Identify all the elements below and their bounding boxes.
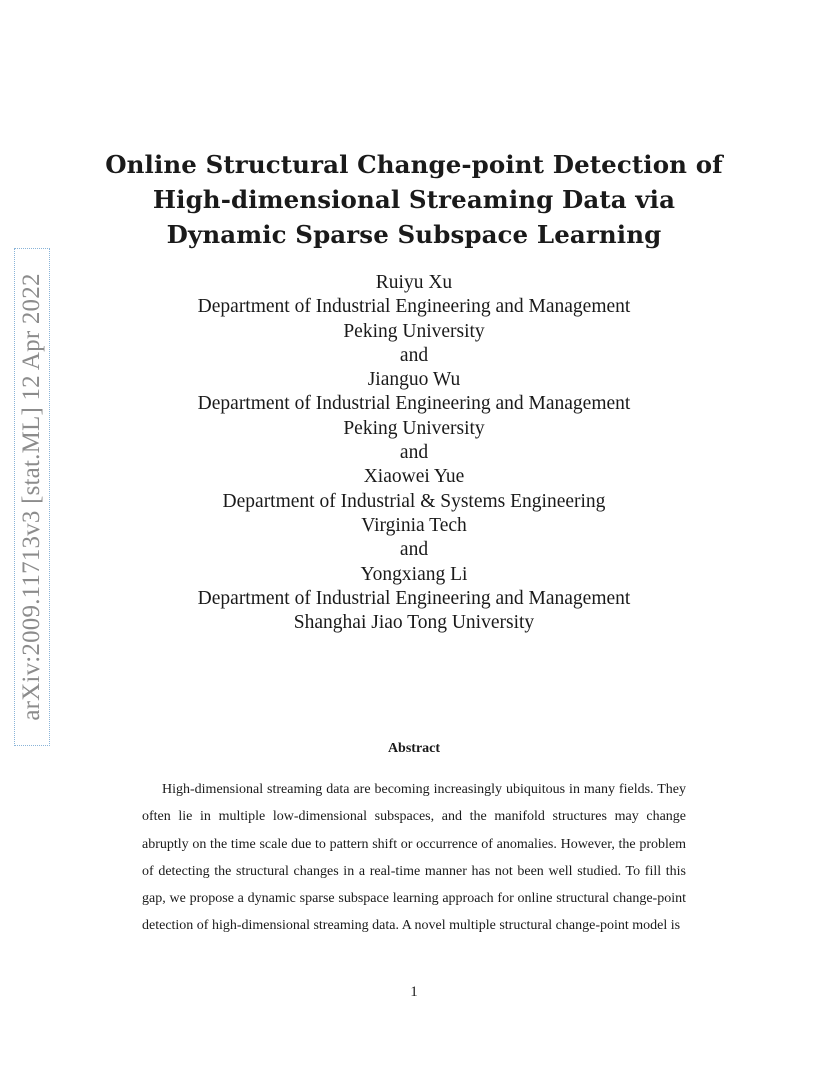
paper-title bbox=[60, 147, 768, 252]
title-line: Dynamic Sparse Subspace Learning bbox=[166, 220, 662, 249]
title-line: High-dimensional Streaming Data via bbox=[152, 185, 676, 214]
author-block bbox=[60, 271, 768, 635]
author-department: Department of Industrial Engineering and Management bbox=[197, 296, 631, 318]
author-institution: Virginia Tech bbox=[361, 514, 467, 536]
author-separator: and bbox=[399, 344, 429, 366]
author-separator: and bbox=[399, 539, 429, 561]
abstract-heading: Abstract bbox=[387, 741, 441, 756]
author-institution: Shanghai Jiao Tong University bbox=[293, 612, 535, 634]
author-institution: Peking University bbox=[343, 320, 485, 342]
author-institution: Peking University bbox=[343, 417, 485, 439]
title-line: Online Structural Change-point Detection of bbox=[105, 150, 723, 179]
author-department: Department of Industrial Engineering and Management bbox=[197, 393, 631, 415]
author-department: Department of Industrial & Systems Engineering bbox=[222, 490, 606, 512]
author-separator: and bbox=[399, 442, 429, 464]
author-department: Department of Industrial Engineering and Management bbox=[197, 587, 631, 609]
author-name: Ruiyu Xu bbox=[375, 272, 453, 293]
author-name: Xiaowei Yue bbox=[363, 466, 465, 488]
author-name: Jianguo Wu bbox=[367, 369, 461, 391]
page-number: 1 bbox=[410, 984, 418, 1000]
abstract-text: High-dimensional streaming data are becoming increasingly ubiquitous in many fields. They often lie in multiple low-dimensional subspaces, and the manifold structures may change abruptly on the time scale due to pattern shift or occurrence of anomalies. However, the problem of detecting the structural changes in a real-time manner has not been well studied. To fill this gap, we propose a dynamic sparse subspace learning approach for online structural change-point detection of high-dimensional streaming data. A novel multiple structural change-point model is bbox=[142, 782, 686, 934]
author-name: Yongxiang Li bbox=[360, 563, 468, 585]
arxiv-stamp bbox=[14, 248, 50, 746]
arxiv-identifier[interactable]: arXiv:2009.11713v3 [stat.ML] 12 Apr 2022 bbox=[18, 273, 45, 721]
